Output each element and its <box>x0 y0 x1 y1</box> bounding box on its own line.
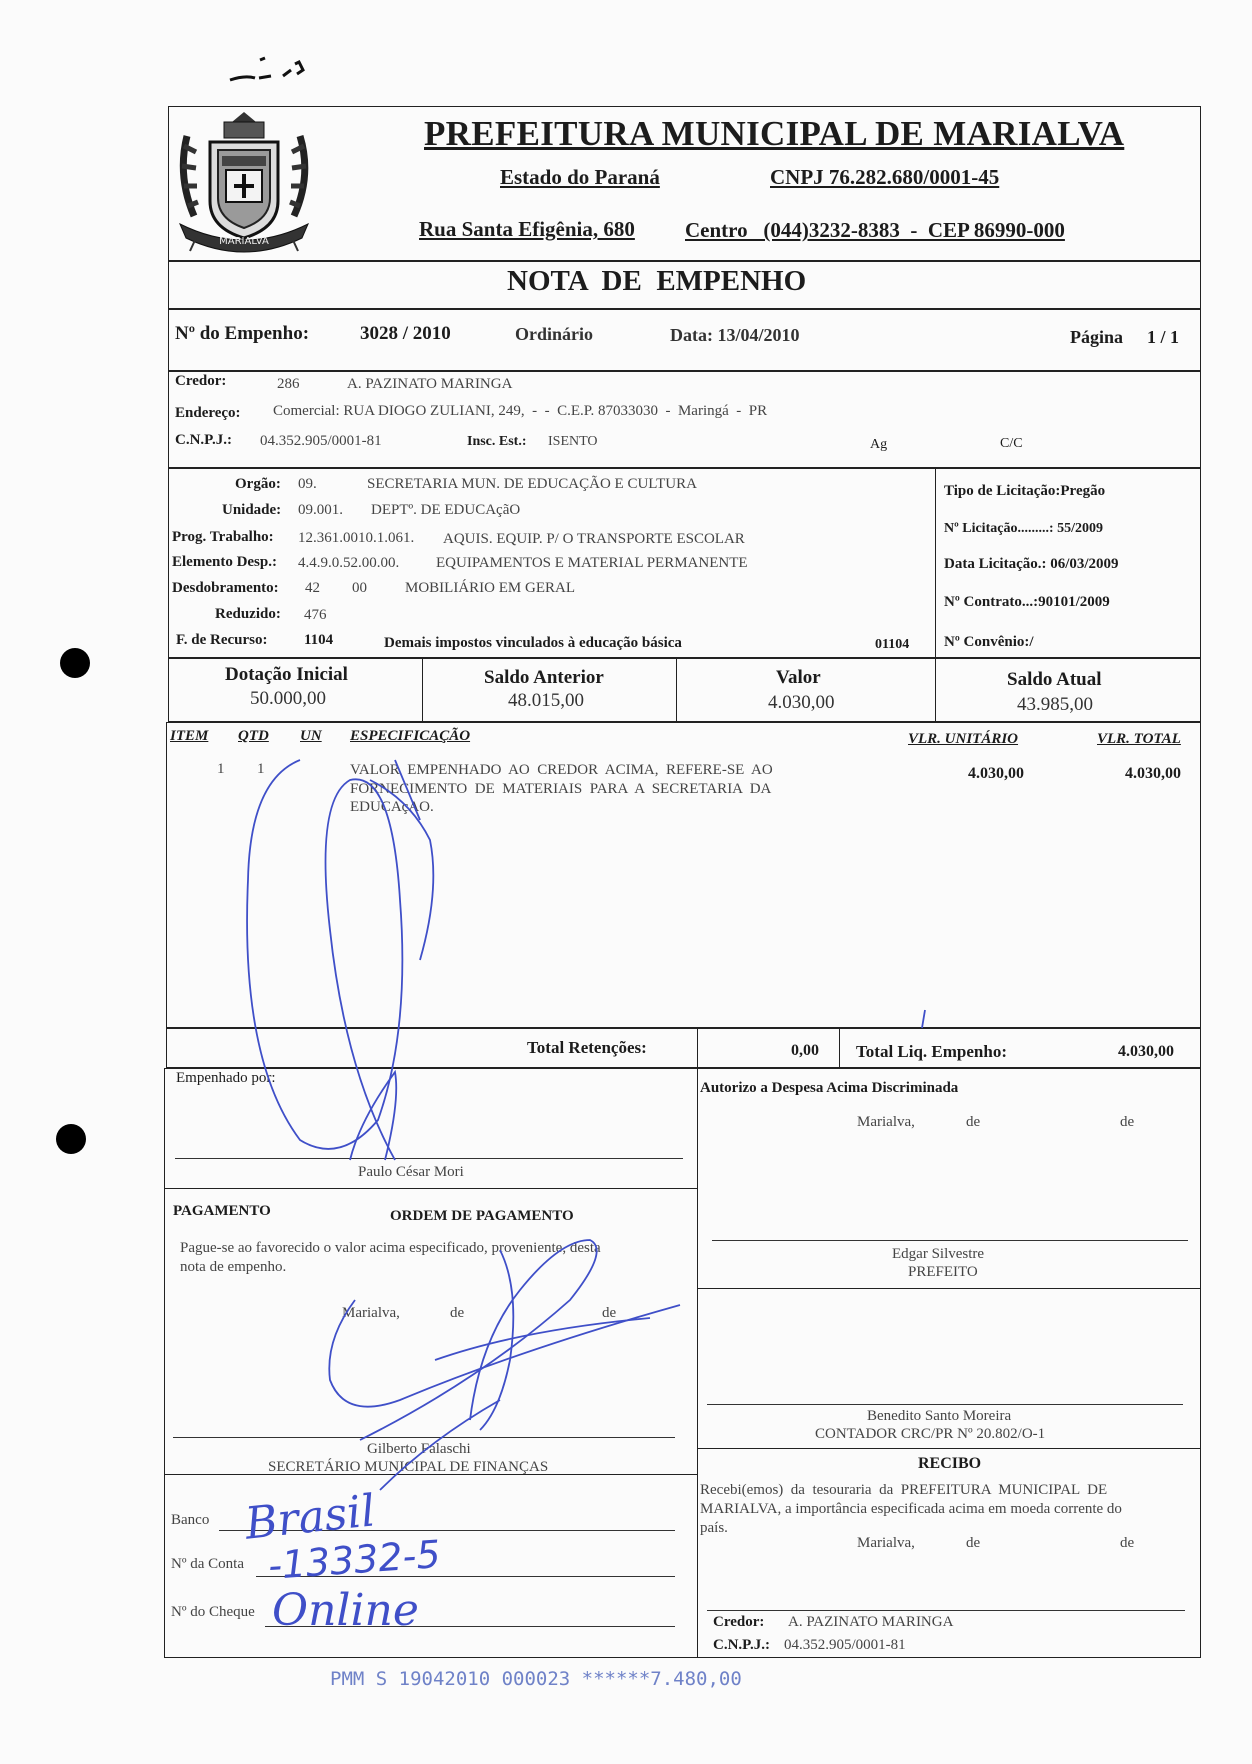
anterior-value: 48.015,00 <box>508 690 584 711</box>
credor-cc-label: C/C <box>1000 436 1023 451</box>
recibo-de2: de <box>1120 1535 1135 1551</box>
atual-label: Saldo Atual <box>1007 669 1102 690</box>
item-desc-line2: FORNECIMENTO DE MATERIAIS PARA A SECRETARIA DA <box>350 781 772 797</box>
pagamento-text2: nota de empenho. <box>180 1259 287 1275</box>
elem-label: Elemento Desp.: <box>172 554 277 570</box>
prog-name: AQUIS. EQUIP. P/ O TRANSPORTE ESCOLAR <box>443 531 745 547</box>
header-state: Estado do Paraná <box>500 165 660 189</box>
empenho-label: Nº do Empenho: <box>175 323 310 344</box>
coat-of-arms-icon <box>172 106 317 256</box>
empenho-date: Data: 13/04/2010 <box>670 325 800 345</box>
pagamento-signature-line <box>173 1437 675 1438</box>
licitacao-contrato: Nº Contrato...:90101/2009 <box>944 594 1110 610</box>
svg-text:MARIALVA: MARIALVA <box>219 236 269 247</box>
credor-cnpj-label: C.N.P.J.: <box>175 432 232 448</box>
autorizo-role: PREFEITO <box>908 1264 978 1280</box>
unidade-code: 09.001. <box>298 502 343 518</box>
orgao-label: Orgão: <box>235 476 281 492</box>
atual-value: 43.985,00 <box>1017 694 1093 715</box>
doc-title: NOTA DE EMPENHO <box>507 265 807 297</box>
ordem-label: ORDEM DE PAGAMENTO <box>390 1208 574 1224</box>
autorizo-signature-line <box>712 1240 1188 1241</box>
valor-label: Valor <box>776 667 821 688</box>
col-total: VLR. TOTAL <box>1097 731 1181 747</box>
col-espec: ESPECIFICAÇÃO <box>350 728 471 744</box>
desd-label: Desdobramento: <box>172 580 279 596</box>
recibo-label: RECIBO <box>918 1455 982 1472</box>
header-address: Rua Santa Efigênia, 680 <box>419 217 635 241</box>
recibo-text1: Recebi(emos) da tesouraria da PREFEITURA MUNICIPAL DE <box>700 1482 1108 1498</box>
item-total-value: 4.030,00 <box>1125 765 1181 782</box>
pagamento-place: Marialva, <box>342 1305 400 1321</box>
fonte-label: F. de Recurso: <box>176 632 268 648</box>
desd-code1: 42 <box>305 580 320 596</box>
empenhado-signer: Paulo César Mori <box>358 1164 464 1180</box>
banco-handwritten: Brasil <box>242 1485 378 1550</box>
item-number: 1 <box>217 761 225 777</box>
punch-hole-top <box>60 648 90 678</box>
unidade-name: DEPTº. DE EDUCAçãO <box>371 502 521 518</box>
header-contact: Centro (044)3232-8383 - CEP 86990-000 <box>685 218 1065 242</box>
pagamento-text1: Pague-se ao favorecido o valor acima especificado, proveniente, desta <box>180 1240 601 1256</box>
autorizo-de1: de <box>966 1114 981 1130</box>
autorizo-de2: de <box>1120 1114 1135 1130</box>
desd-name: MOBILIÁRIO EM GERAL <box>405 580 575 596</box>
empenho-number: 3028 / 2010 <box>360 323 451 344</box>
recibo-credor-label: Credor: <box>713 1614 765 1630</box>
item-qtd: 1 <box>257 761 265 777</box>
liquido-label: Total Liq. Empenho: <box>856 1042 1007 1061</box>
header-title: PREFEITURA MUNICIPAL DE MARIALVA <box>424 114 1125 153</box>
reduzido-value: 476 <box>304 607 327 623</box>
empenhado-label: Empenhado por: <box>176 1070 276 1086</box>
retencoes-label: Total Retenções: <box>527 1038 647 1057</box>
credor-address-label: Endereço: <box>175 405 241 421</box>
credor-ag-label: Ag <box>870 437 888 452</box>
totals-row <box>166 1028 1201 1068</box>
pagamento-signer: Gilberto Falaschi <box>367 1441 471 1457</box>
recibo-place: Marialva, <box>857 1535 915 1551</box>
dotacao-label: Dotação Inicial <box>225 664 348 685</box>
fonte-name: Demais impostos vinculados à educação básica <box>384 635 682 651</box>
credor-insc-label: Insc. Est.: <box>467 434 527 449</box>
banco-label: Banco <box>171 1512 210 1528</box>
recibo-cnpj: 04.352.905/0001-81 <box>784 1637 906 1653</box>
recibo-text3: país. <box>700 1520 728 1536</box>
recibo-de1: de <box>966 1535 981 1551</box>
bank-stamp: PMM S 19042010 000023 ******7.480,00 <box>330 1668 742 1690</box>
pagamento-label: PAGAMENTO <box>173 1203 271 1219</box>
contador-signature-line <box>707 1404 1183 1405</box>
elem-name: EQUIPAMENTOS E MATERIAL PERMANENTE <box>436 555 748 571</box>
contador-signer: Benedito Santo Moreira <box>867 1408 1012 1424</box>
col-item: ITEM <box>170 728 209 744</box>
credor-label: Credor: <box>175 373 227 389</box>
retencoes-value: 0,00 <box>791 1042 819 1059</box>
licitacao-data: Data Licitação.: 06/03/2009 <box>944 556 1119 572</box>
dotacao-value: 50.000,00 <box>250 688 326 709</box>
cheque-handwritten: Online <box>272 1585 419 1636</box>
autorizo-label: Autorizo a Despesa Acima Discriminada <box>700 1080 959 1096</box>
conta-label: Nº da Conta <box>171 1556 244 1572</box>
recibo-signature-line <box>707 1610 1185 1611</box>
col-qtd: QTD <box>238 728 269 744</box>
desd-code2: 00 <box>352 580 367 596</box>
page-number: 1 / 1 <box>1147 327 1180 347</box>
licitacao-numero: Nº Licitação.........: 55/2009 <box>944 521 1103 536</box>
licitacao-tipo: Tipo de Licitação:Pregão <box>944 483 1106 499</box>
unidade-label: Unidade: <box>222 502 282 518</box>
prog-code: 12.361.0010.1.061. <box>298 530 415 546</box>
pagamento-de1: de <box>450 1305 465 1321</box>
liquido-value: 4.030,00 <box>1118 1043 1174 1060</box>
item-desc-line3: EDUCAçAO. <box>350 799 434 815</box>
scan-mark <box>225 40 315 90</box>
pagamento-role: SECRETÁRIO MUNICIPAL DE FINANÇAS <box>268 1459 549 1475</box>
prog-label: Prog. Trabalho: <box>172 529 274 545</box>
contador-role: CONTADOR CRC/PR Nº 20.802/O-1 <box>815 1426 1046 1442</box>
credor-address: Comercial: RUA DIOGO ZULIANI, 249, - - C.E.P. 87033030 - Maringá - PR <box>273 403 768 419</box>
orgao-name: SECRETARIA MUN. DE EDUCAÇÃO E CULTURA <box>367 476 697 492</box>
empenho-type: Ordinário <box>515 324 594 344</box>
fonte-code: 1104 <box>304 632 334 648</box>
recibo-cnpj-label: C.N.P.J.: <box>713 1637 770 1653</box>
credor-cnpj: 04.352.905/0001-81 <box>260 433 382 449</box>
page-label: Página <box>1070 327 1124 347</box>
anterior-label: Saldo Anterior <box>484 667 604 688</box>
item-desc-line1: VALOR EMPENHADO AO CREDOR ACIMA, REFERE-SE AO <box>350 762 773 778</box>
punch-hole-bottom <box>56 1124 86 1154</box>
item-unit-value: 4.030,00 <box>968 765 1024 782</box>
autorizo-place: Marialva, <box>857 1114 915 1130</box>
header-cnpj: CNPJ 76.282.680/0001-45 <box>770 165 1000 189</box>
empenhado-signature-line <box>175 1158 683 1159</box>
autorizo-signer: Edgar Silvestre <box>892 1246 985 1262</box>
cheque-label: Nº do Cheque <box>171 1604 255 1620</box>
pagamento-de2: de <box>602 1305 617 1321</box>
credor-code: 286 <box>277 376 300 392</box>
credor-name: A. PAZINATO MARINGA <box>347 376 513 392</box>
reduzido-label: Reduzido: <box>215 606 281 622</box>
credor-insc: ISENTO <box>548 434 598 449</box>
col-un: UN <box>300 728 322 744</box>
conta-handwritten: -13332-5 <box>266 1532 442 1588</box>
fonte-code2: 01104 <box>875 637 910 652</box>
licitacao-convenio: Nº Convênio:/ <box>944 634 1034 650</box>
col-unit: VLR. UNITÁRIO <box>908 731 1019 747</box>
elem-code: 4.4.9.0.52.00.00. <box>298 555 400 571</box>
orgao-code: 09. <box>298 476 317 492</box>
recibo-credor: A. PAZINATO MARINGA <box>788 1614 954 1630</box>
valor-value: 4.030,00 <box>768 692 835 713</box>
recibo-text2: MARIALVA, a importância especificada acima em moeda corrente do <box>700 1501 1122 1517</box>
